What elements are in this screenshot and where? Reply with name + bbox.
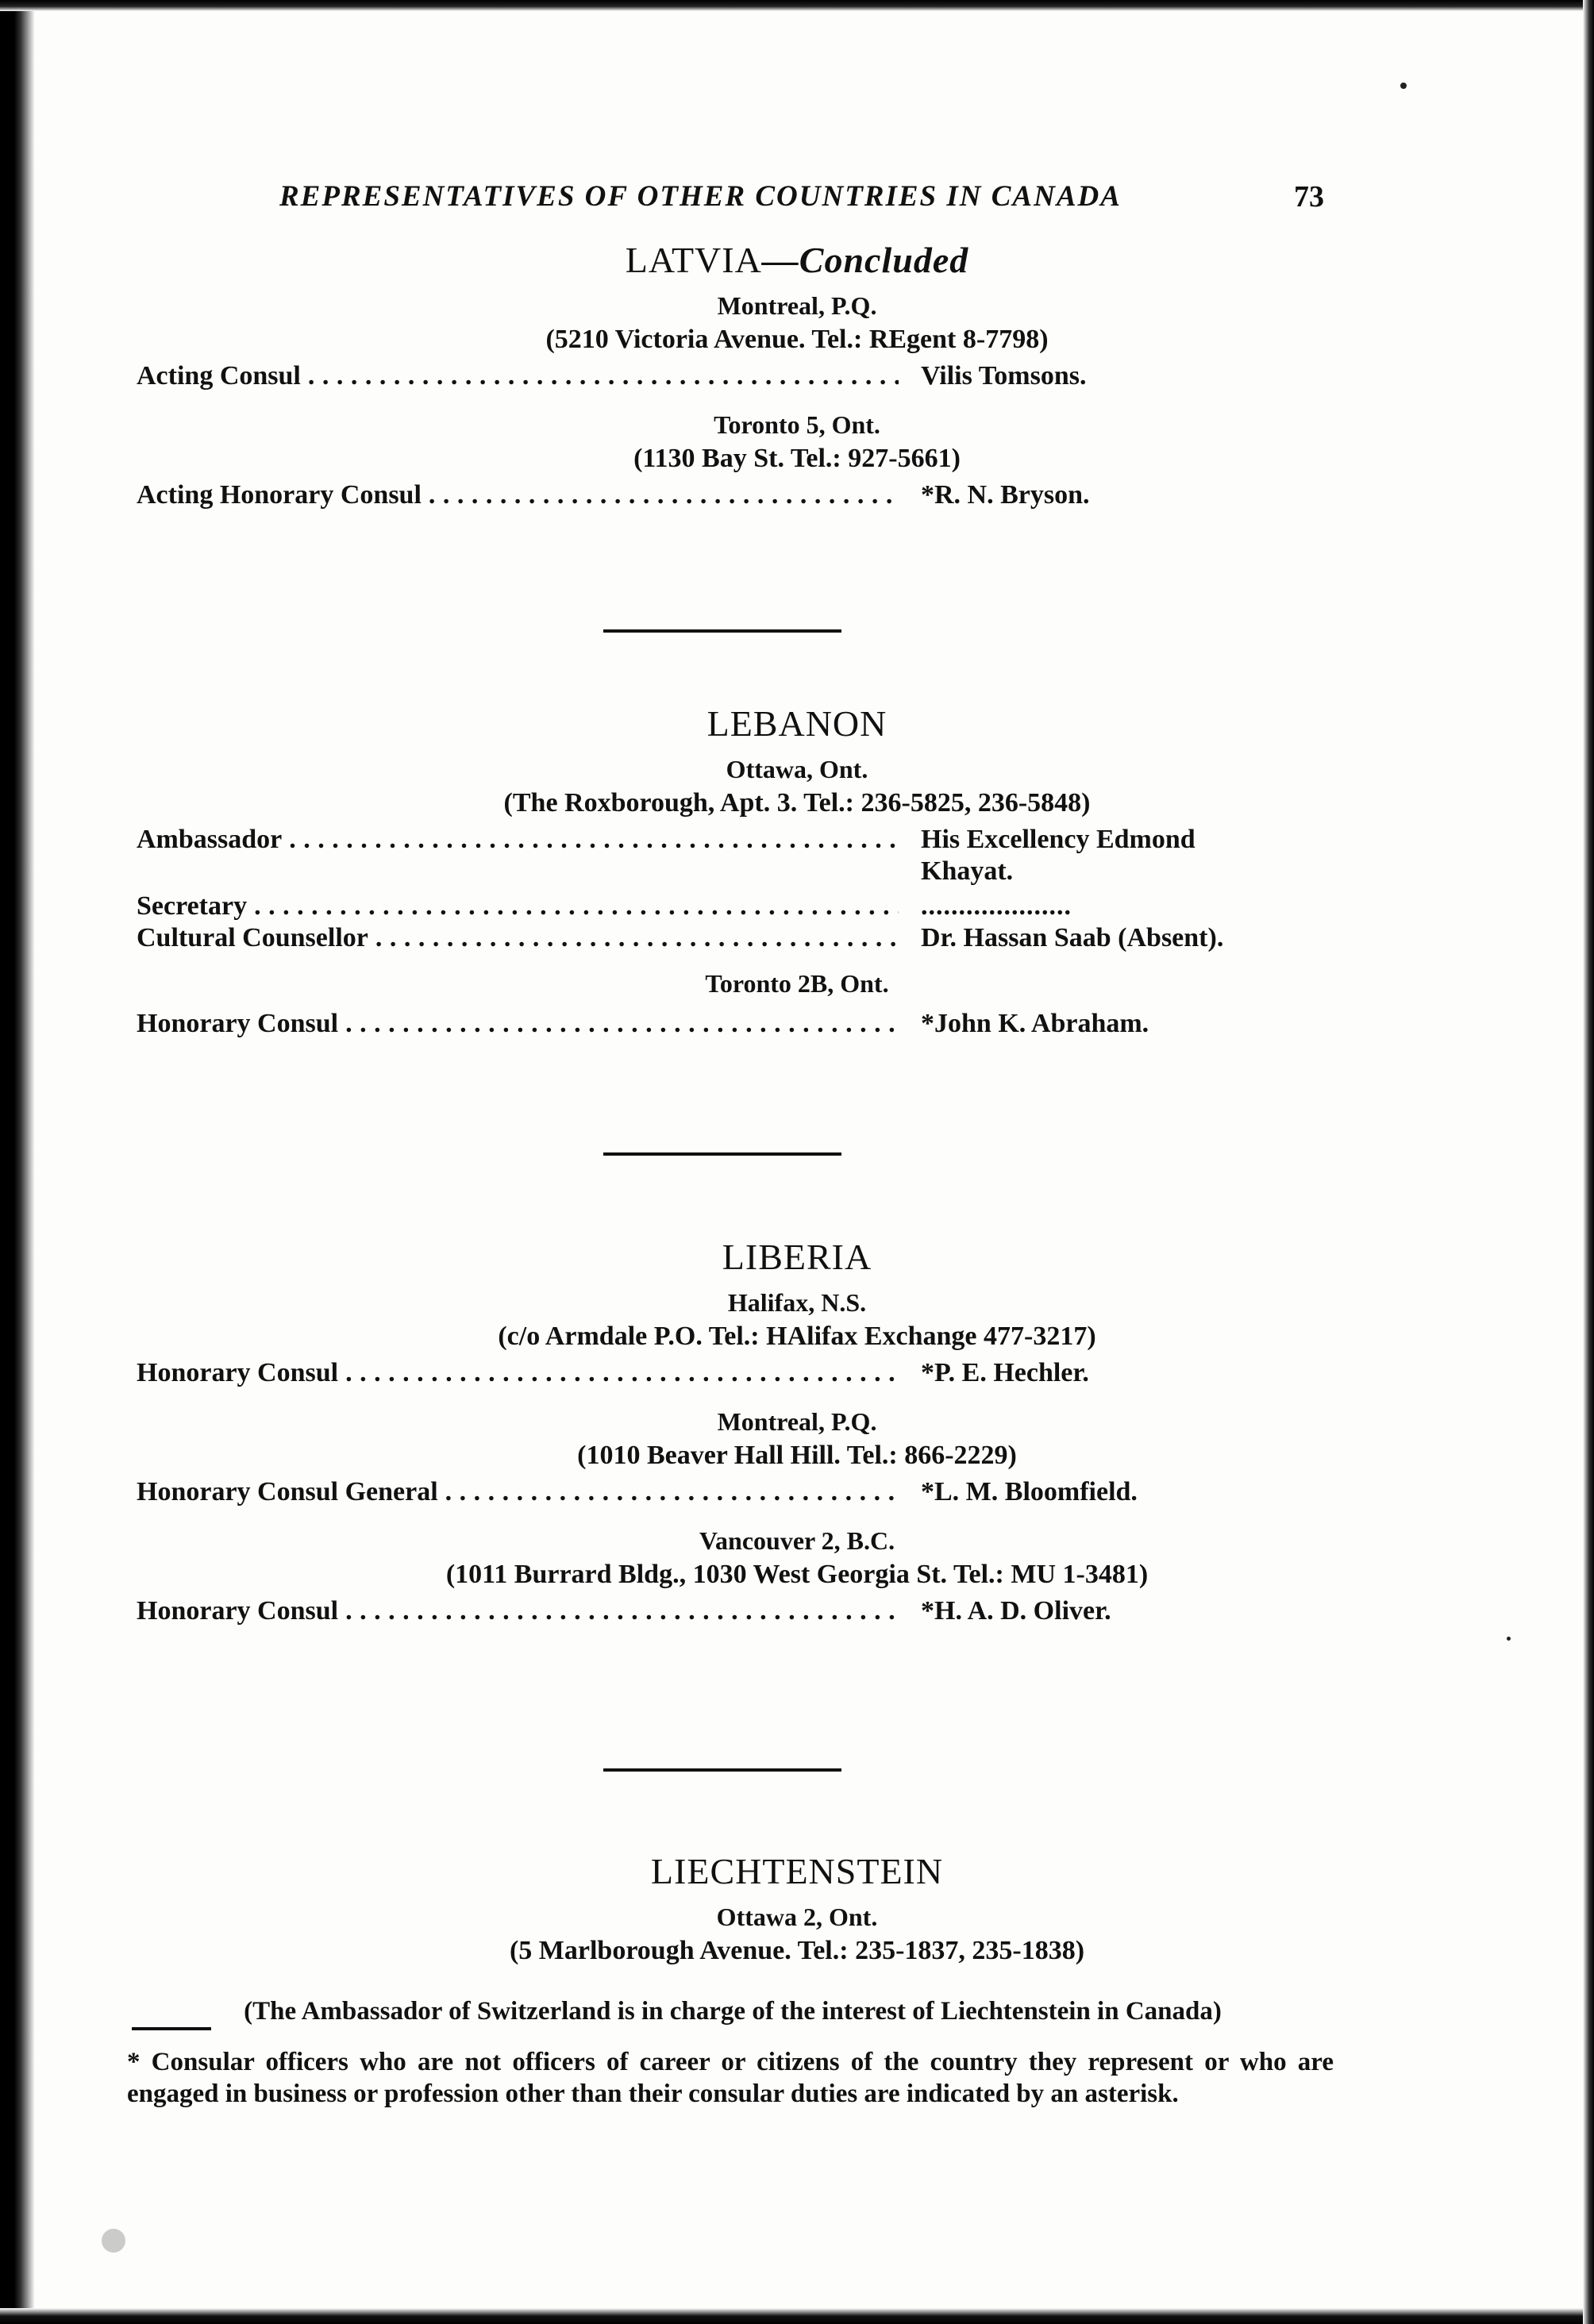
office-city: Montreal, P.Q. (717, 1407, 877, 1436)
entry-row (0, 887, 1594, 919)
country-heading: LEBANON (707, 703, 887, 744)
country-name: LATVIA (625, 240, 762, 280)
entry-row (0, 1005, 1594, 1043)
country-heading: LIECHTENSTEIN (650, 1851, 944, 1891)
entry-row (0, 919, 1594, 957)
section-divider (603, 629, 841, 633)
scan-speck (1400, 83, 1407, 89)
office-address: (The Roxborough, Apt. 3. Tel.: 236-5825, 236-5848) (503, 788, 1091, 818)
office-city: Ottawa, Ont. (726, 755, 868, 783)
office-city: Toronto 5, Ont. (714, 410, 880, 439)
entry-title: Ambassador . . . (137, 821, 899, 859)
entry-holder: *R. N. Bryson. (921, 480, 1090, 510)
entry-row (0, 1592, 1594, 1630)
office-city: Montreal, P.Q. (717, 291, 877, 320)
office-city: Vancouver 2, B.C. (699, 1526, 895, 1555)
office-address: (5210 Victoria Avenue. Tel.: REgent 8-7798) (545, 325, 1049, 354)
entry-title: Honorary Consul . . . (137, 1592, 899, 1630)
section-divider (603, 1152, 841, 1156)
office-address: (1010 Beaver Hall Hill. Tel.: 866-2229) (577, 1441, 1017, 1470)
country-suffix: —Concluded (761, 240, 969, 280)
page-number: 73 (1294, 180, 1324, 214)
office-address: (1011 Burrard Bldg., 1030 West Georgia St. Tel.: MU 1-3481) (445, 1560, 1149, 1589)
entry-title: Secretary . . . (137, 887, 899, 925)
scan-edge-bottom (0, 2308, 1594, 2324)
entry-title: Honorary Consul General . . . (137, 1473, 899, 1511)
entry-row (0, 1354, 1594, 1392)
section-latvia (0, 238, 1594, 514)
office-address: (1130 Bay St. Tel.: 927-5661) (633, 444, 961, 473)
country-heading: LIBERIA (722, 1237, 872, 1277)
office-city: Ottawa 2, Ont. (716, 1903, 878, 1931)
section-liechtenstein (0, 1849, 1594, 1968)
entry-row (0, 476, 1594, 514)
entry-holder: .................... (921, 891, 1072, 921)
section-divider (603, 1768, 841, 1772)
entry-holder: Vilis Tomsons. (921, 361, 1087, 391)
country-heading (0, 238, 1594, 283)
entry-holder: *P. E. Hechler. (921, 1358, 1089, 1387)
entry-row (0, 1473, 1594, 1511)
entry-holder: *H. A. D. Oliver. (921, 1596, 1111, 1626)
entry-title: Honorary Consul . . . (137, 1005, 899, 1043)
scan-speck (1507, 1637, 1511, 1641)
office-address: (5 Marlborough Avenue. Tel.: 235-1837, 235-1838) (509, 1936, 1085, 1965)
liechtenstein-note: (The Ambassador of Switzerland is in charge of the interest of Liechtenstein in Canada) (244, 1997, 1222, 2026)
office-city: Halifax, N.S. (727, 1288, 867, 1317)
entry-holder: Dr. Hassan Saab (Absent). (921, 923, 1224, 952)
entry-holder: *John K. Abraham. (921, 1009, 1149, 1038)
entry-title: Honorary Consul . . . (137, 1354, 899, 1392)
scan-smudge (102, 2229, 125, 2253)
entry-row (0, 357, 1594, 395)
scan-edge-top (0, 0, 1594, 11)
section-lebanon (0, 702, 1594, 1043)
running-head: REPRESENTATIVES OF OTHER COUNTRIES IN CANADA (279, 180, 1122, 213)
section-liberia (0, 1235, 1594, 1630)
entry-title: Cultural Counsellor . . . (137, 919, 899, 957)
footnote-rule (132, 2027, 211, 2030)
entry-holder: His Excellency Edmond Khayat. (921, 825, 1196, 886)
entry-holder: *L. M. Bloomfield. (921, 1477, 1138, 1506)
footnote: * Consular officers who are not officers of career or citizens of the country they represent or who are engaged in business or profession other than their consular duties are indicated by an asterisk. (127, 2048, 1334, 2108)
entry-row (0, 821, 1594, 887)
office-address: (c/o Armdale P.O. Tel.: HAlifax Exchange 477-3217) (498, 1322, 1096, 1351)
entry-title: Acting Consul . . . (137, 357, 899, 395)
office-city: Toronto 2B, Ont. (705, 969, 889, 998)
entry-title: Acting Honorary Consul . . . (137, 476, 899, 514)
